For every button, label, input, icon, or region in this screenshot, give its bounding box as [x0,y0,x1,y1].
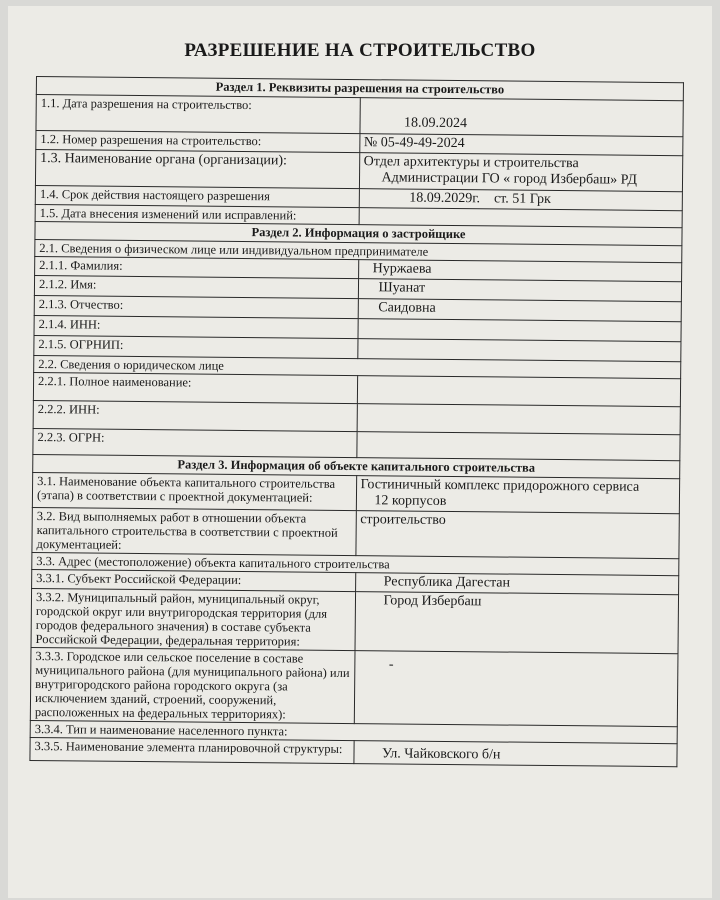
row-3-3-1-label: 3.3.1. Субъект Российской Федерации: [32,569,356,591]
street-value: Ул. Чайковского б/н [353,741,677,767]
table-row [36,95,683,137]
row-3-2-label: 3.2. Вид выполняемых работ в отношении объекта капитального строительства в соответствии с проектной документацией: [32,507,356,555]
first-name-value: Шуанат [358,279,682,302]
settlement-value: - [354,651,678,727]
row-2-2-1-label: 2.2.1. Полное наименование: [33,372,357,403]
row-2-1-2-label: 2.1.2. Имя: [34,275,358,298]
municipality-value: Город Избербаш [354,592,678,654]
permit-date: 18.09.2024 [403,115,468,132]
row-3-3-5-label: 3.3.5. Наименование элемента планировочной структуры: [30,737,354,763]
row-1-4-label: 1.4. Срок действия настоящего разрешения [35,185,359,207]
row-2-2-1-value [357,376,681,407]
issuing-authority-line-2: Администрации ГО « город Избербаш» РД [381,170,638,188]
row-1-1-value [359,98,683,137]
table-row [30,647,678,726]
row-2-2-2-value [357,404,681,435]
row-2-2-3-label: 2.2.3. ОГРН: [33,428,357,457]
surname-value: Нуржаева [358,260,682,282]
work-type-value: строительство [355,511,679,559]
row-2-1-subheader: 2.1. Сведения о физическом лице или индивидуальном предпринимателе [35,239,682,262]
object-name-line-1: Гостиничный комплекс придорожного сервиса [360,477,640,495]
table-row [31,588,679,653]
page-title: РАЗРЕШЕНИЕ НА СТРОИТЕЛЬСТВО [184,40,536,61]
federal-subject-value: Республика Дагестан [355,573,679,595]
row-1-1-label: 1.1. Дата разрешения на строительство: [36,95,360,134]
patronymic-value: Саидовна [358,299,682,322]
row-3-1-value [356,476,680,514]
table-row [32,507,679,558]
table-row [35,150,682,192]
row-3-3-4-label: 3.3.4. Тип и наименование населенного пункта: [30,720,677,743]
row-3-3-subheader: 3.3. Адрес (местоположение) объекта капитального строительства [32,552,679,575]
row-1-3-label: 1.3. Наименование органа (организации): [35,150,359,189]
row-3-3-2-label: 3.3.2. Муниципальный район, муниципальный округ, городской округ или внутригородская территория (для городов федерального значения) в составе субъекта Российской Федерации, федеральная территория: [31,588,355,650]
row-2-1-5-label: 2.1.5. ОГРНИП: [34,335,358,358]
section-3-header: Раздел 3. Информация об объекте капитального строительства [33,454,680,478]
row-2-1-3-label: 2.1.3. Отчество: [34,295,358,318]
row-3-1-label: 3.1. Наименование объекта капитального строительства (этапа) в соответствии с проектной документацией: [32,472,356,510]
section-2-header: Раздел 2. Информация о застройщике [35,221,682,245]
row-1-2-label: 1.2. Номер разрешения на строительство: [36,131,360,153]
permit-form [29,76,684,767]
row-1-3-value [359,153,683,192]
permit-table [29,76,684,767]
row-2-2-3-value [356,432,680,461]
row-2-1-1-label: 2.1.1. Фамилия: [35,256,359,278]
permit-number: № 05-49-49-2024 [359,134,683,156]
issuing-authority-line-1: Отдел архитектуры и строительства [363,154,579,172]
section-1-header: Раздел 1. Реквизиты разрешения на строительство [36,77,683,101]
row-2-2-2-label: 2.2.2. ИНН: [33,400,357,431]
validity-period: 18.09.2029г. ст. 51 Грк [359,189,683,211]
object-name-line-2: 12 корпусов [374,493,447,509]
row-1-5-label: 1.5. Дата внесения изменений или исправлений: [35,204,359,224]
row-3-3-3-label: 3.3.3. Городское или сельское поселение в составе муниципального района (для муниципального района) или внутригородского района городского округа (за исключением зданий, строений, сооружений, расположенных на федеральных территориях): [30,647,354,723]
row-2-1-4-label: 2.1.4. ИНН: [34,315,358,338]
row-2-2-subheader: 2.2. Сведения о юридическом лице [34,355,681,378]
